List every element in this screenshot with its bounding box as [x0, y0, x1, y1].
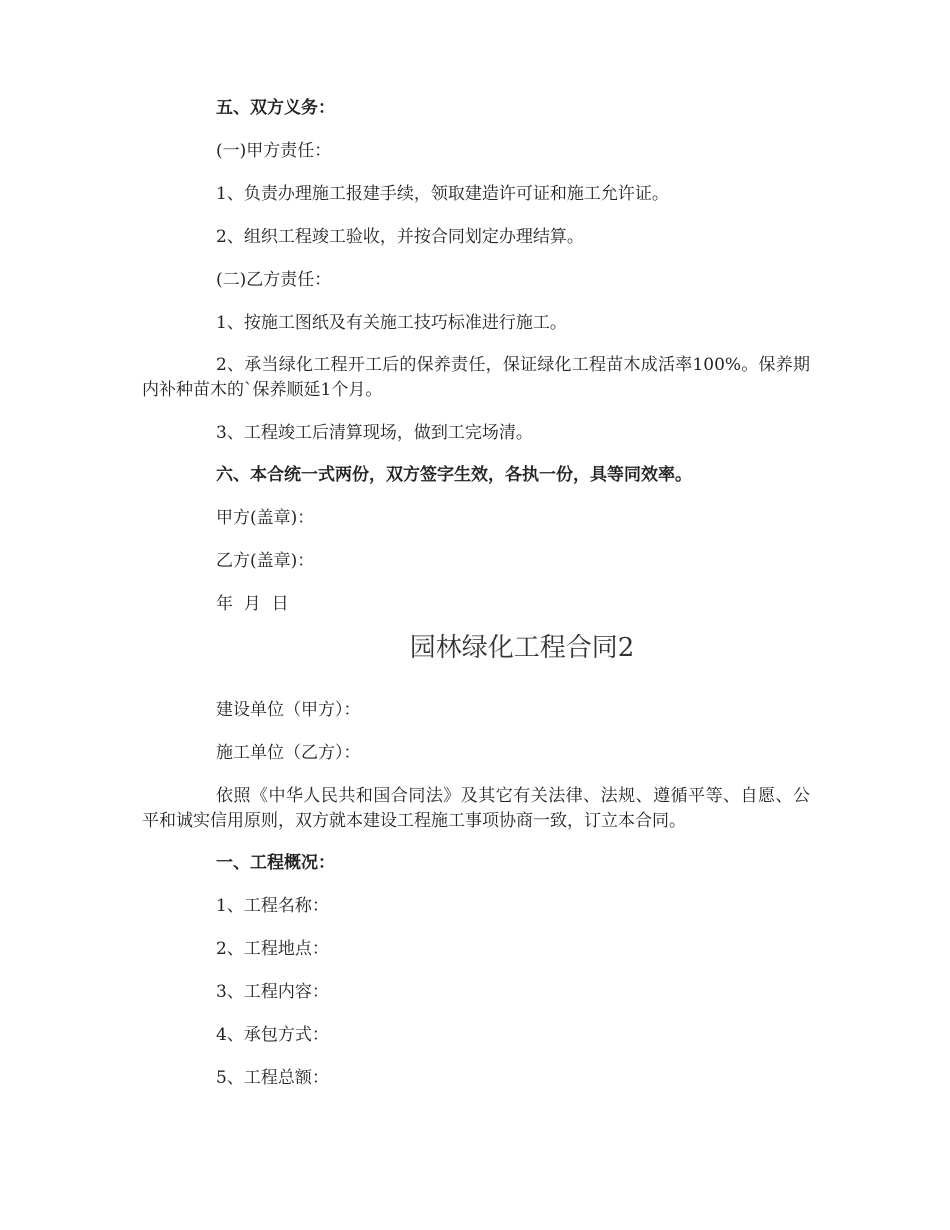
party-b-item-3: 3、工程竣工后清算现场，做到工完场清。 — [216, 423, 533, 443]
section-5-heading: 五、双方义务： — [216, 98, 335, 118]
builder-unit: 建设单位（甲方）： — [216, 700, 361, 720]
contractor-unit: 施工单位（乙方）： — [216, 743, 361, 763]
overview-item-project-location: 2、工程地点： — [216, 939, 329, 959]
signature-party-a: 甲方(盖章)： — [216, 508, 315, 528]
overview-heading: 一、工程概况： — [216, 853, 335, 873]
party-a-duties-title: (一)甲方责任： — [216, 141, 332, 161]
overview-item-project-name: 1、工程名称： — [216, 896, 329, 916]
overview-item-project-content: 3、工程内容： — [216, 982, 329, 1002]
party-a-item-2: 2、组织工程竣工验收，并按合同划定办理结算。 — [216, 227, 584, 247]
party-b-item-2: 2、承当绿化工程开工后的保养责任，保证绿化工程苗木成活率100%。保养期内补种苗木的`保养顺延1个月。 — [142, 355, 810, 400]
overview-item-contract-method: 4、承包方式： — [216, 1025, 329, 1045]
contract-2-title: 园林绿化工程合同2 — [409, 633, 635, 663]
party-b-duties-title: (二)乙方责任： — [216, 270, 332, 290]
section-6-heading: 六、本合统一式两份，双方签字生效，各执一份，具等同效率。 — [216, 465, 692, 485]
signature-date: 年 月 日 — [216, 594, 289, 614]
overview-item-total-amount: 5、工程总额： — [216, 1068, 329, 1088]
party-b-item-1: 1、按施工图纸及有关施工技巧标准进行施工。 — [216, 313, 567, 333]
party-a-item-1: 1、负责办理施工报建手续，领取建造许可证和施工允许证。 — [216, 184, 669, 204]
signature-party-b: 乙方(盖章)： — [216, 551, 315, 571]
contract-preamble: 依照《中华人民共和国合同法》及其它有关法律、法规、遵循平等、自愿、公平和诚实信用原则，双方就本建设工程施工事项协商一致，订立本合同。 — [142, 786, 810, 831]
